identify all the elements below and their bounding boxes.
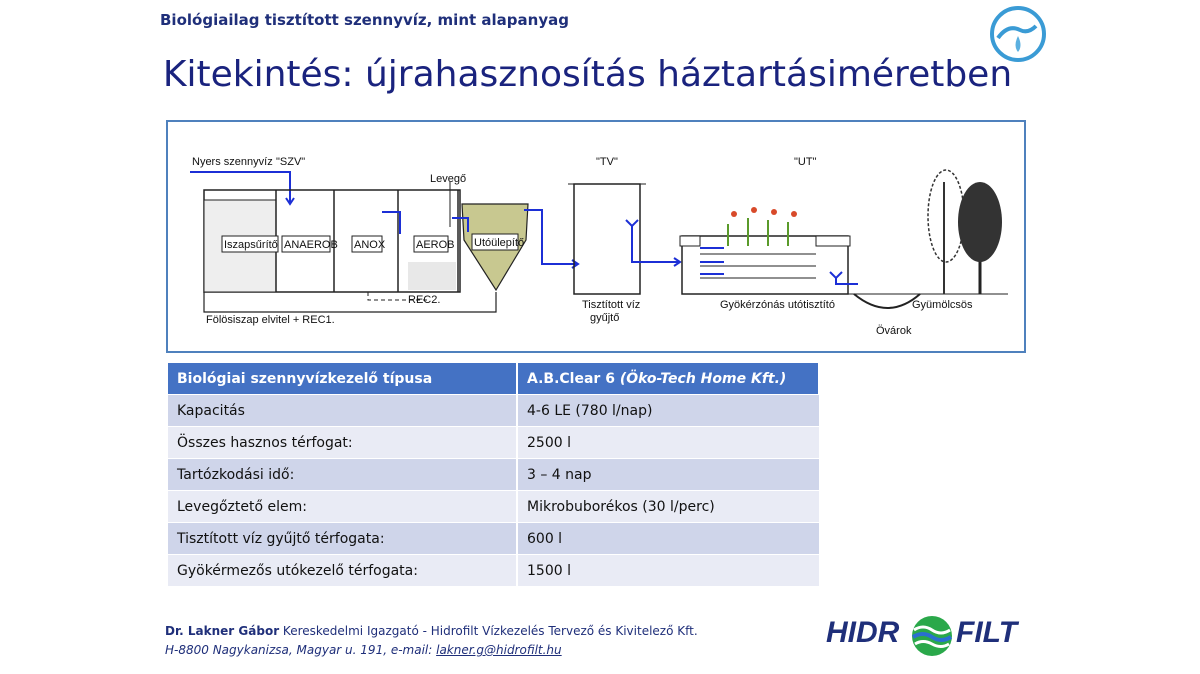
orchard-label: Gyümölcsös	[912, 299, 973, 311]
author-name: Dr. Lakner Gábor	[165, 624, 280, 638]
specs-table	[168, 363, 820, 587]
ditch-label: Övárok	[876, 325, 912, 337]
root-zone-label: Gyökérzónás utótisztító	[720, 299, 835, 311]
table-row	[168, 427, 819, 459]
rec2-label: REC2.	[408, 294, 441, 306]
excess-sludge-label: Fölösiszap elvitel + REC1.	[206, 314, 335, 326]
row-label: Gyökérmezős utókezelő térfogata:	[168, 555, 517, 587]
row-value: 1500 l	[517, 555, 819, 587]
table-row	[168, 491, 819, 523]
row-value: 3 – 4 nap	[517, 459, 819, 491]
table-header-value: A.B.Clear 6 (Öko-Tech Home Kft.)	[517, 363, 819, 395]
address-text: H-8800 Nagykanizsa, Magyar u. 191, e-mail:	[165, 643, 437, 657]
hidrofilt-logo	[826, 614, 1031, 658]
logo-text-left: HIDR	[826, 616, 900, 649]
air-label: Levegő	[430, 173, 467, 185]
settler-label: Utóülepítő	[474, 237, 525, 249]
ut-label: "UT"	[794, 156, 817, 168]
anox-label: ANOX	[354, 239, 386, 251]
row-label: Tisztított víz gyűjtő térfogata:	[168, 523, 517, 555]
sludge-thickener-label: Iszapsűrítő	[224, 239, 278, 251]
row-label: Levegőztető elem:	[168, 491, 517, 523]
row-label: Tartózkodási idő:	[168, 459, 517, 491]
row-value: 600 l	[517, 523, 819, 555]
row-label: Összes hasznos térfogat:	[168, 427, 517, 459]
table-row	[168, 459, 819, 491]
water-wave-icon	[910, 614, 954, 658]
author-position: Kereskedelmi Igazgató - Hidrofilt Vízkezelés Tervező és Kivitelező Kft.	[279, 624, 698, 638]
clean-water-label-2: gyűjtő	[590, 312, 620, 324]
header-subtitle: Biológiailag tisztított szennyvíz, mint alapanyag	[160, 11, 569, 29]
page-title: Kitekintés: újrahasznosítás háztartásiméretben	[162, 54, 1013, 95]
table-row	[168, 555, 819, 587]
table-header-row	[168, 363, 819, 395]
email-link[interactable]: lakner.g@hidrofilt.hu	[436, 643, 562, 657]
row-value: 2500 l	[517, 427, 819, 459]
raw-sewage-label: Nyers szennyvíz	[192, 156, 273, 168]
logo-text-right: FILT	[956, 616, 1018, 649]
row-value: 4-6 LE (780 l/nap)	[517, 395, 819, 427]
clean-water-label: Tisztított víz	[582, 299, 641, 311]
aerob-label: AEROB	[416, 239, 455, 251]
table-header-label: Biológiai szennyvízkezelő típusa	[168, 363, 517, 395]
row-label: Kapacitás	[168, 395, 517, 427]
process-diagram	[166, 120, 1026, 353]
table-row	[168, 395, 819, 427]
szv-label: "SZV"	[276, 156, 306, 168]
row-value: Mikrobuborékos (30 l/perc)	[517, 491, 819, 523]
footer-address	[165, 643, 562, 657]
table-row	[168, 523, 819, 555]
footer-author	[165, 624, 698, 638]
anaerob-label: ANAEROB	[284, 239, 338, 251]
tv-label: "TV"	[596, 156, 618, 168]
